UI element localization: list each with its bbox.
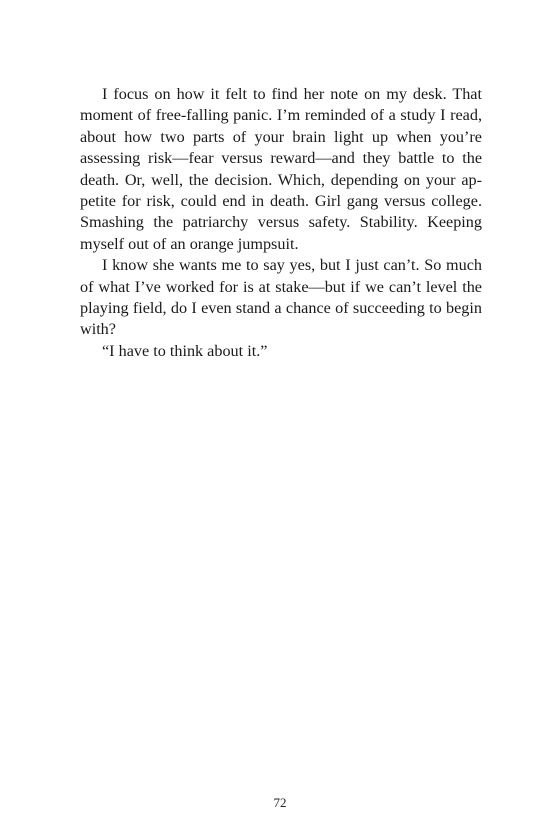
body-text [80, 84, 482, 362]
page-number: 72 [273, 795, 287, 810]
paragraph-1: I focus on how it felt to find her note on my desk. That moment of free-falling panic. I’m reminded of a study I read, about how two parts of your brain light up when you’re assessing risk—fear versus reward—and they battle to the death. Or, well, the decision. Which, depending on your appetite for risk, could end in death. Girl gang versus college. Smashing the patriarchy versus safety. Stability. Keeping myself out of an orange jumpsuit. [80, 85, 482, 253]
paragraph-2: I know she wants me to say yes, but I just can’t. So much of what I’ve worked for is at stake—but if we can’t level the playing field, do I even stand a chance of succeeding to begin with? [80, 256, 482, 339]
paragraph-3: “I have to think about it.” [102, 341, 268, 360]
